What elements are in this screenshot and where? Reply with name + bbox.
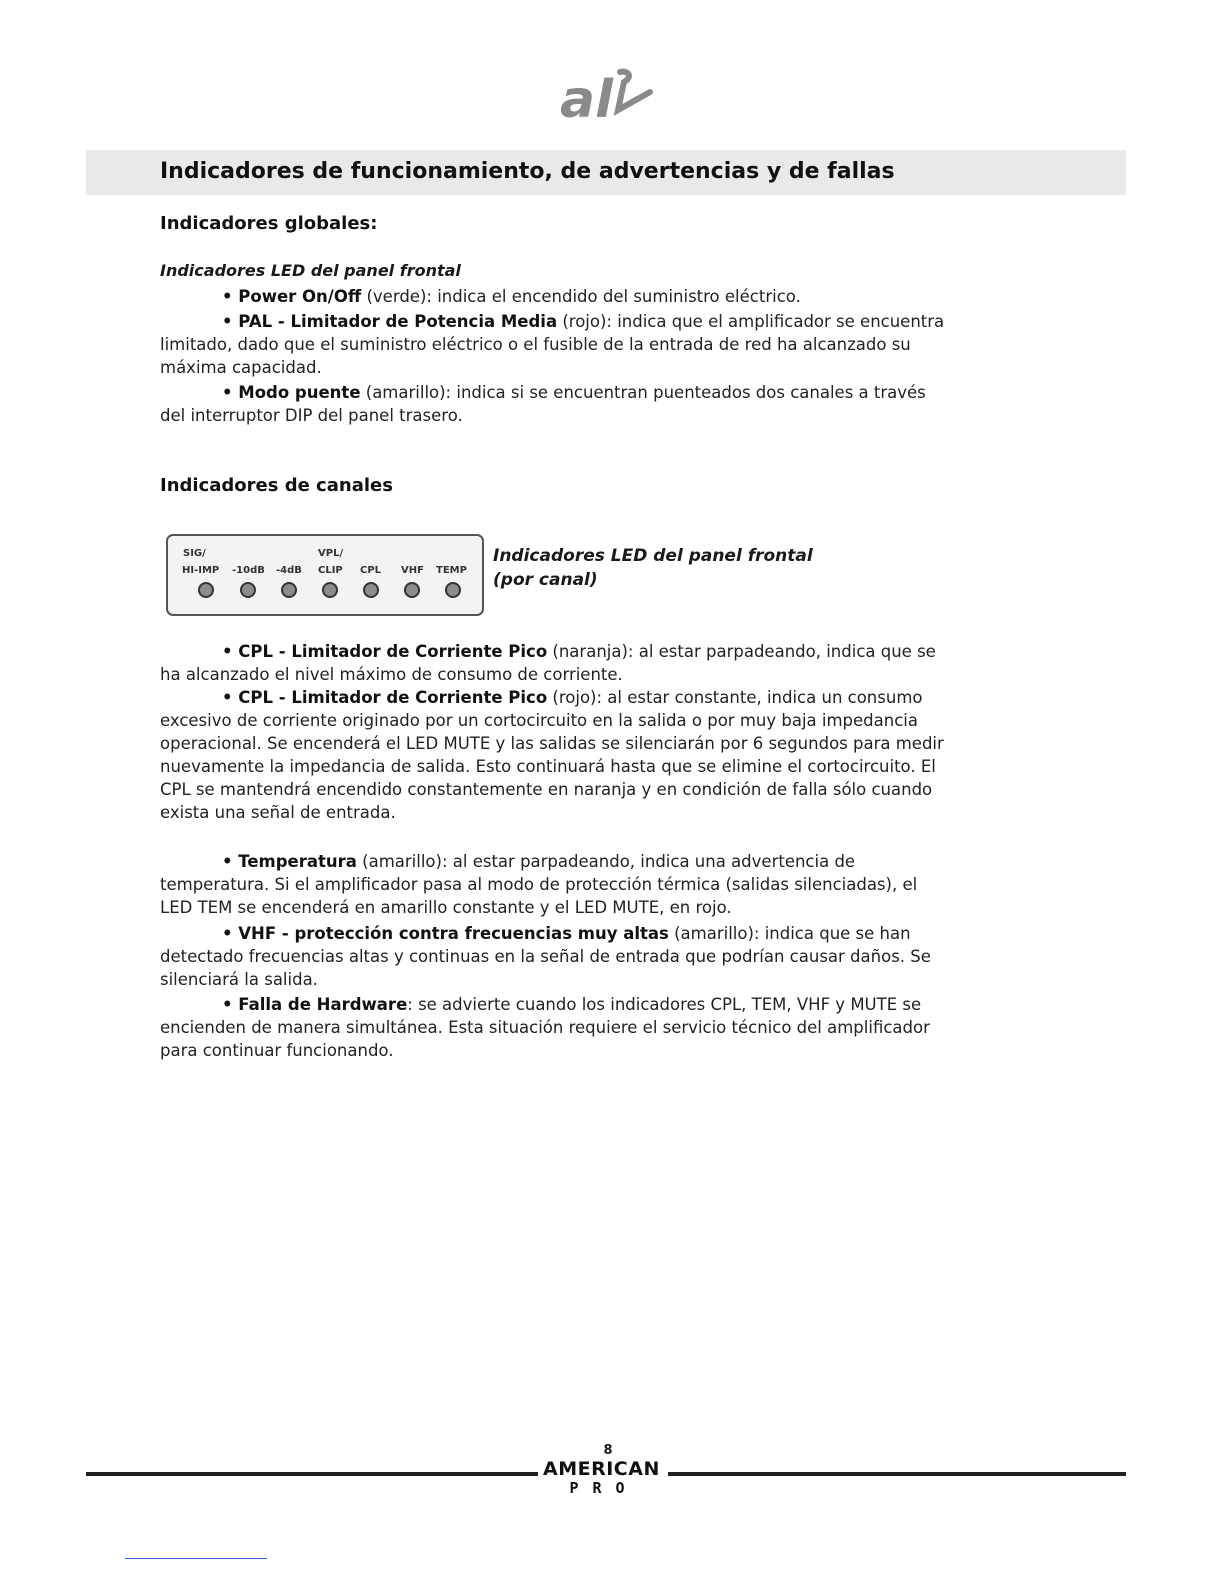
global-item-power: • Power On/Off (verde): indica el encendido del suministro eléctrico. <box>222 287 801 306</box>
led-clip <box>323 583 337 597</box>
led-label: -4dB <box>276 565 302 576</box>
global-subheading: Indicadores LED del panel frontal <box>160 261 461 280</box>
led-vhf <box>405 583 419 597</box>
led-hi-imp <box>199 583 213 597</box>
led-label: HI-IMP <box>182 565 220 576</box>
led-temp <box>446 583 460 597</box>
page-title: Indicadores de funcionamiento, de advertencias y de fallas <box>160 159 895 184</box>
footer-brand-top: AMERICAN <box>543 1458 660 1480</box>
panel-caption: Indicadores LED del panel frontal (por canal) <box>493 546 813 590</box>
led-4db <box>282 583 296 597</box>
channel-item-temperature: • Temperatura (amarillo): al estar parpadeando, indica una advertencia de temperatura. Si el amplificador pasa al modo de protección térmica (salidas silenciadas), el LED TEM se encenderá en amarillo constante y el LED MUTE, en rojo. <box>160 852 918 917</box>
led-label-top: VPL/ <box>318 548 344 559</box>
led-label: VHF <box>401 565 424 576</box>
channel-item-cpl-red: • CPL - Limitador de Corriente Pico (rojo): al estar constante, indica un consumo excesivo de corriente originado por un cortocircuito en la salida o por muy baja impedancia operacional. Se encenderá el LED MUTE y las salidas se silenciarán por 6 segundos para medir nuevamente la impedancia de salida. Esto continuará hasta que se elimine el cortocircuito. El CPL se mantendrá encendido constantemente en naranja y en condición de falla sólo cuando exista una señal de entrada. <box>160 688 944 822</box>
led-label: CPL <box>360 565 382 576</box>
brand-logo <box>558 62 668 132</box>
footer-brand-pro-mark <box>543 1481 665 1495</box>
led-label-top: SIG/ <box>183 548 206 559</box>
global-item-bridge: • Modo puente (amarillo): indica si se encuentran puenteados dos canales a través del interruptor DIP del panel trasero. <box>160 383 926 425</box>
global-heading: Indicadores globales: <box>160 213 378 234</box>
footer-brand-logo <box>543 1458 665 1499</box>
page-number: 8 <box>603 1443 613 1458</box>
channels-heading: Indicadores de canales <box>160 475 393 496</box>
led-label: CLIP <box>318 565 343 576</box>
channel-item-vhf: • VHF - protección contra frecuencias muy altas (amarillo): indica que se han detectado frecuencias altas y continuas en la señal de entrada que podrían causar daños. Se silenciará la salida. <box>160 924 931 989</box>
led-cpl <box>364 583 378 597</box>
footer-rule-right <box>668 1472 1126 1476</box>
footer-brand-bottom: PRO <box>569 1481 639 1495</box>
corner-mark <box>125 1558 267 1559</box>
led-10db <box>241 583 255 597</box>
global-item-pal: • PAL - Limitador de Potencia Media (rojo): indica que el amplificador se encuentra limitado, dado que el suministro eléctrico o el fusible de la entrada de red ha alcanzado su máxima capacidad. <box>160 312 945 377</box>
footer-rule-left <box>86 1472 538 1476</box>
channel-item-cpl-orange: • CPL - Limitador de Corriente Pico (naranja): al estar parpadeando, indica que se ha alcanzado el nivel máximo de consumo de corriente. <box>160 642 936 684</box>
led-label: -10dB <box>232 565 265 576</box>
led-label: TEMP <box>436 565 467 576</box>
led-panel-illustration <box>166 534 484 616</box>
logo-text: al <box>560 70 613 130</box>
channel-item-hardware-fault: • Falla de Hardware: se advierte cuando los indicadores CPL, TEM, VHF y MUTE se encienden de manera simultánea. Esta situación requiere el servicio técnico del amplificador para continuar funcionando. <box>160 995 930 1060</box>
